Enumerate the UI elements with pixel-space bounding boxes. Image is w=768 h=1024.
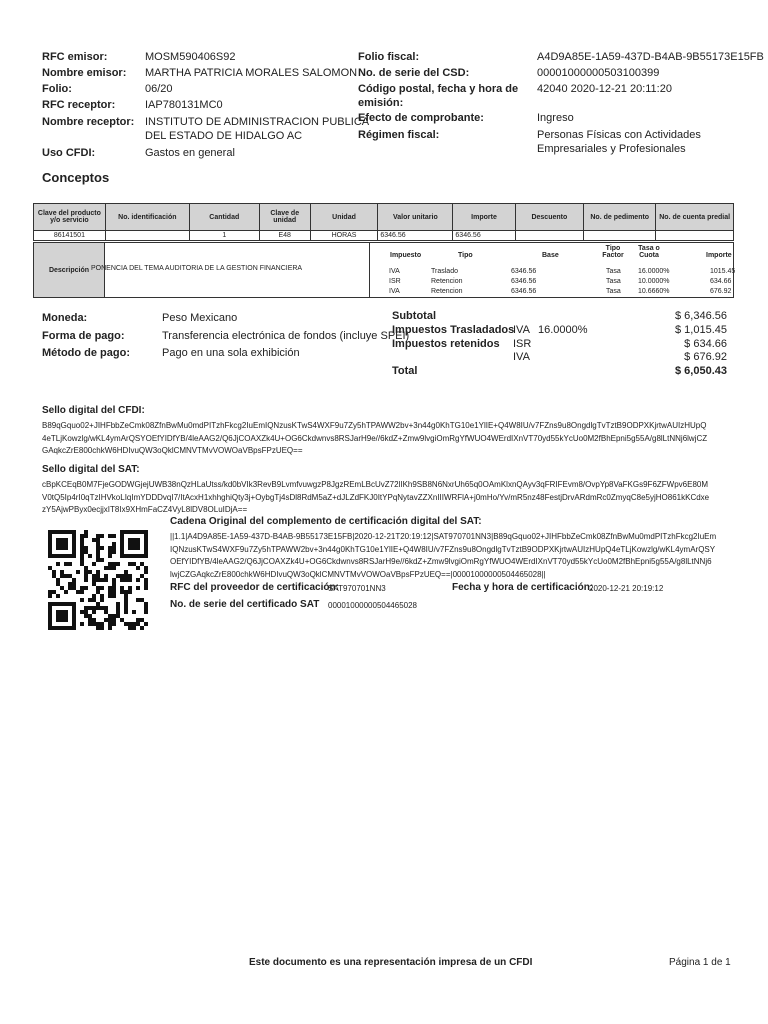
cell-importe: 6346.56 xyxy=(453,231,515,241)
descripcion-text: PONENCIA DEL TEMA AUDITORIA DE LA GESTION FINANCIERA xyxy=(91,265,303,272)
tax-h-importe: Importe xyxy=(706,252,732,259)
trasladados-rate: 16.0000% xyxy=(538,324,588,336)
cell-clave-unidad: E48 xyxy=(259,231,310,241)
retenidos-value-2: $ 676.92 xyxy=(684,351,727,363)
total-label: Total xyxy=(392,365,418,377)
qr-code-icon xyxy=(48,530,148,630)
tax-factor: Tasa xyxy=(606,288,621,295)
moneda-value: Peso Mexicano xyxy=(162,312,238,324)
col-cuenta-predial: No. de cuenta predial xyxy=(656,204,734,231)
cell-clave-producto: 86141501 xyxy=(34,231,106,241)
tax-h-base: Base xyxy=(542,252,559,259)
folio-fiscal-value: A4D9A85E-1A59-437D-B4AB-9B55173E15FB xyxy=(537,51,764,63)
rfc-proveedor-value: SAT970701NN3 xyxy=(328,584,386,593)
col-pedimento: No. de pedimento xyxy=(584,204,656,231)
nombre-receptor-label: Nombre receptor: xyxy=(42,116,135,128)
rfc-emisor-label: RFC emisor: xyxy=(42,51,108,63)
col-importe: Importe xyxy=(453,204,515,231)
col-clave-unidad: Clave de unidad xyxy=(259,204,310,231)
sello-cfdi-line: 4eTLjKowzlg/wKL4ymArQSYOEfYIDfYB/4leAAG2/Q6JjCOAXZk4U+OG6Ckdwnvs8RSJarH9e//6kdZ+Zmw9lvgiOmRgYfWUO4WErdIXnVT70yd55kYcUo0M2fBhEpni5g55A/g8lLtNNj6lwjCZ xyxy=(42,433,708,443)
trasladados-tax: IVA xyxy=(513,324,530,336)
retenidos-value-1: $ 634.66 xyxy=(684,338,727,350)
conceptos-title: Conceptos xyxy=(42,170,110,185)
tax-base: 6346.56 xyxy=(511,268,537,275)
tax-tipo: Traslado xyxy=(431,268,458,275)
forma-pago-label: Forma de pago: xyxy=(42,330,125,342)
tax-factor: Tasa xyxy=(606,268,621,275)
descripcion-box xyxy=(33,242,734,298)
tax-importe: 634.66 xyxy=(710,278,732,285)
cell-unidad: HORAS xyxy=(310,231,378,241)
page-number: Página 1 de 1 xyxy=(669,957,731,968)
rfc-receptor-value: IAP780131MC0 xyxy=(145,99,223,111)
codigo-postal-value: 42040 2020-12-21 20:11:20 xyxy=(537,83,672,95)
col-valor-unitario: Valor unitario xyxy=(378,204,453,231)
serie-csd-label: No. de serie del CSD: xyxy=(358,67,470,79)
forma-pago-value: Transferencia electrónica de fondos (incluye SPEI) xyxy=(162,330,410,342)
sello-cfdi-text xyxy=(42,420,734,458)
serie-cert-label: No. de serie del certificado SAT xyxy=(170,599,320,610)
tax-factor: Tasa xyxy=(606,278,621,285)
sello-sat-label: Sello digital del SAT: xyxy=(42,464,140,475)
nombre-receptor-value-2: DEL ESTADO DE HIDALGO AC xyxy=(145,130,303,142)
cadena-line: IQNzusKTwS4WXF9u7Zy5hTPAWW2bv+3n44g0KhTG10e1YlIE+Q4W8IU/v7FZns9u8OngdlgTvTztB9ODPXKjrtwAUIzHUpQ4eTLjKowzlg/wKL4ymArQSY xyxy=(170,544,716,554)
uso-cfdi-value: Gastos en general xyxy=(145,147,235,159)
fecha-cert-value: 2020-12-21 20:19:12 xyxy=(589,584,664,593)
codigo-postal-label: Código postal, fecha y hora de xyxy=(358,83,519,95)
cell-cuenta-predial xyxy=(656,231,734,241)
sello-cfdi-line: B89qGquo02+JIHFbbZeCmk08ZfnBwMu0mdPITzhFkcg2IuEmIQNzusKTwS4WXF9u7Zy5hTPAWW2bv+3n44g0KhTG10e1YlIE+Q4W8IU/v7FZns9u8OngdlgTvTztB9ODPXKjrtwAUIzHUpQ xyxy=(42,421,707,430)
subtotal-value: $ 6,346.56 xyxy=(675,310,727,322)
moneda-label: Moneda: xyxy=(42,312,88,324)
tax-tasa: 16.0000% xyxy=(638,268,670,275)
rfc-receptor-label: RFC receptor: xyxy=(42,99,116,111)
sello-sat-line: cBpKCEqB0M7FjeGODWGjejUWB38nQzHLaUtss/kd0bVIk3RevB9LvmfvuwgzP8JgzREmLBcUvZ72lIKh9SB8N6NxrUh65q0OAmKlxnQAyv3qFRIFEvm8/OvpYp8VaFKGs9F6ZFWpv6E80M xyxy=(42,480,709,489)
nombre-emisor-value: MARTHA PATRICIA MORALES SALOMON xyxy=(145,67,358,79)
retenidos-tax-1: ISR xyxy=(513,338,532,350)
col-descuento: Descuento xyxy=(515,204,584,231)
metodo-pago-label: Método de pago: xyxy=(42,347,130,359)
cell-descuento xyxy=(515,231,584,241)
table-row xyxy=(34,231,734,241)
tax-impuesto: ISR xyxy=(389,278,401,285)
regimen-label: Régimen fiscal: xyxy=(358,129,440,141)
footer-note: Este documento es una representación impresa de un CFDI xyxy=(249,957,533,968)
folio-fiscal-label: Folio fiscal: xyxy=(358,51,420,63)
subtotal-label: Subtotal xyxy=(392,310,436,322)
tax-h-tipo: Tipo xyxy=(458,252,473,259)
tax-importe: 676.92 xyxy=(710,288,732,295)
metodo-pago-value: Pago en una sola exhibición xyxy=(162,347,300,359)
tax-h-tasa: Tasa o Cuota xyxy=(638,245,660,259)
cell-identificacion xyxy=(105,231,189,241)
sello-sat-text xyxy=(42,479,734,517)
sello-sat-line: V0tQ5Ip4rI0qTzIHVkoLIqImYDDDvqI7/ItAcxH1xhhghiQty3j+OybgTj4sDl8RdM5aZ+dJLZdFKJ0ItYPqNytavZZXnIIIWRFlA+j0mHo/Yv/mR5nz48FestjDrvARdmRc0ZmyqC8e5yjHO861kKCdxe xyxy=(42,492,710,502)
tax-tasa: 10.0000% xyxy=(638,278,670,285)
nombre-receptor-value: INSTITUTO DE ADMINISTRACION PUBLICA xyxy=(145,116,370,128)
cell-pedimento xyxy=(584,231,656,241)
tax-tipo: Retencion xyxy=(431,288,463,295)
tax-impuesto: IVA xyxy=(389,288,400,295)
tax-tipo: Retencion xyxy=(431,278,463,285)
tax-breakdown xyxy=(369,243,736,297)
serie-cert-value: 00001000000504465028 xyxy=(328,601,417,610)
tax-h-tipo-factor: Tipo Factor xyxy=(602,245,624,259)
sello-cfdi-label: Sello digital del CFDI: xyxy=(42,405,145,416)
serie-csd-value: 00001000000503100399 xyxy=(537,67,660,79)
efecto-label: Efecto de comprobante: xyxy=(358,112,484,124)
rfc-proveedor-label: RFC del proveedor de certificación: xyxy=(170,582,339,593)
cadena-line: lwjCZGAqkcZrE800chkW6HDIvuQW3oQklCMNVTMvVOWOaVBpsFPzUEQ==|00001000000504465028|| xyxy=(170,569,546,579)
total-value: $ 6,050.43 xyxy=(675,365,727,377)
nombre-emisor-label: Nombre emisor: xyxy=(42,67,127,79)
fecha-cert-label: Fecha y hora de certificación: xyxy=(452,582,594,593)
regimen-value-2: Empresariales y Profesionales xyxy=(537,143,686,155)
trasladados-value: $ 1,015.45 xyxy=(675,324,727,336)
col-clave-producto: Clave del producto y/o servicio xyxy=(34,204,106,231)
cadena-line: ||1.1|A4D9A85E-1A59-437D-B4AB-9B55173E15FB|2020-12-21T20:19:12|SAT970701NN3|B89qGquo02+JIHFbbZeCmk08ZfnBwMu0mdPITzhFkcg2IuEm xyxy=(170,532,717,541)
descripcion-label: Descripción xyxy=(34,243,105,297)
sello-sat-line: zY5AjwPByx0ecjjxIT8Ix9XHmFaCZ4VyL8lDV8OLuIDjA== xyxy=(42,505,248,514)
sello-cfdi-line: GAqkcZrE800chkW6HDIvuQW3oQklCMNVTMvVOWOaVBpsFPzUEQ== xyxy=(42,446,303,455)
col-cantidad: Cantidad xyxy=(189,204,259,231)
regimen-value: Personas Físicas con Actividades xyxy=(537,129,701,141)
tax-importe: 1015.45 xyxy=(710,268,736,275)
tax-base: 6346.56 xyxy=(511,288,537,295)
trasladados-label: Impuestos Trasladados xyxy=(392,324,515,336)
tax-base: 6346.56 xyxy=(511,278,537,285)
items-table xyxy=(33,203,734,241)
col-unidad: Unidad xyxy=(310,204,378,231)
cell-valor-unitario: 6346.56 xyxy=(378,231,453,241)
retenidos-label: Impuestos retenidos xyxy=(392,338,500,350)
uso-cfdi-label: Uso CFDI: xyxy=(42,147,96,159)
efecto-value: Ingreso xyxy=(537,112,574,124)
folio-value: 06/20 xyxy=(145,83,173,95)
folio-label: Folio: xyxy=(42,83,72,95)
rfc-emisor-value: MOSM590406S92 xyxy=(145,51,236,63)
tax-impuesto: IVA xyxy=(389,268,400,275)
cadena-label: Cadena Original del complemento de certificación digital del SAT: xyxy=(170,516,482,527)
tax-tasa: 10.6660% xyxy=(638,288,670,295)
tax-h-impuesto: Impuesto xyxy=(390,252,422,259)
cadena-text xyxy=(170,531,736,581)
cell-cantidad: 1 xyxy=(189,231,259,241)
col-identificacion: No. identificación xyxy=(105,204,189,231)
cadena-line: OEfYIDfYB/4leAAG2/Q6JjCOAXZk4U+OG6Ckdwnvs8RSJarH9e//6kdZ+Zmw9lvgiOmRgYfWUO4WErdIXnVT70yd55kYcUo0M2fBhEpni5g55A/g8lLtNNj6 xyxy=(170,557,712,566)
retenidos-tax-2: IVA xyxy=(513,351,530,363)
codigo-postal-label-2: emisión: xyxy=(358,97,404,109)
